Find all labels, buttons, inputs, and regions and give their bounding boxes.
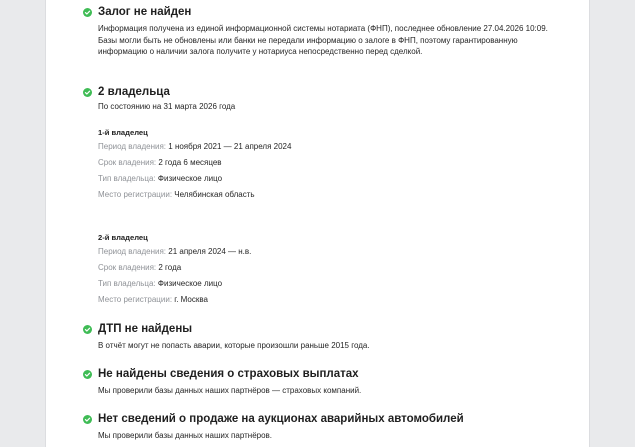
owners-subtitle: По состоянию на 31 марта 2026 года: [98, 102, 236, 111]
owner-term-row: [98, 260, 538, 276]
term-label: Срок владения:: [98, 158, 157, 167]
check-circle-icon: [83, 88, 92, 97]
check-circle-icon: [83, 370, 92, 379]
pledge-description: Информация получена из единой информационной системы нотариата (ФНП), последнее обновление 27.04.2026 10:09. Базы могли быть не обновлены или банки не передали информацию о залоге в ФНП, поэтому гарантированную информацию о наличии залога получите у нотариуса непосредственно перед сделкой.: [98, 24, 548, 57]
auctions-section: [83, 411, 553, 442]
check-circle-icon: [83, 325, 92, 334]
accidents-title: ДТП не найдены: [98, 323, 193, 335]
place-label: Место регистрации:: [98, 295, 173, 304]
owners-title: 2 владельца: [98, 86, 170, 98]
check-circle-icon: [83, 415, 92, 424]
owner-block-1: [98, 128, 538, 203]
insurance-section: [83, 366, 553, 397]
auctions-description: Мы проверили базы данных наших партнёров.: [98, 431, 273, 440]
period-label: Период владения:: [98, 247, 167, 256]
pledge-title: Залог не найден: [98, 6, 192, 18]
report-card: [45, 0, 590, 447]
term-value: 2 года: [158, 263, 182, 272]
type-label: Тип владельца:: [98, 174, 156, 183]
insurance-description: Мы проверили базы данных наших партнёров — страховых компаний.: [98, 386, 362, 395]
owner-title: 2-й владелец: [98, 233, 148, 242]
accidents-section: [83, 321, 553, 352]
check-circle-icon: [83, 8, 92, 17]
pledge-section: [83, 4, 553, 58]
accidents-description: В отчёт могут не попасть аварии, которые произошли раньше 2015 года.: [98, 341, 370, 350]
owner-place-row: [98, 292, 538, 308]
owner-block-2: [98, 233, 538, 308]
term-label: Срок владения:: [98, 263, 157, 272]
owner-title: 1-й владелец: [98, 128, 148, 137]
place-value: г. Москва: [174, 295, 208, 304]
owner-period-row: [98, 244, 538, 260]
owner-type-row: [98, 276, 538, 292]
owners-section: [83, 84, 553, 113]
place-label: Место регистрации:: [98, 190, 173, 199]
owner-type-row: [98, 171, 538, 187]
insurance-title: Не найдены сведения о страховых выплатах: [98, 368, 359, 380]
period-value: 21 апреля 2024 — н.в.: [168, 247, 252, 256]
term-value: 2 года 6 месяцев: [158, 158, 222, 167]
owner-term-row: [98, 155, 538, 171]
type-label: Тип владельца:: [98, 279, 156, 288]
type-value: Физическое лицо: [157, 174, 223, 183]
owner-period-row: [98, 139, 538, 155]
place-value: Челябинская область: [174, 190, 255, 199]
period-label: Период владения:: [98, 142, 167, 151]
auctions-title: Нет сведений о продаже на аукционах аварийных автомобилей: [98, 413, 464, 425]
owner-place-row: [98, 187, 538, 203]
period-value: 1 ноября 2021 — 21 апреля 2024: [168, 142, 292, 151]
type-value: Физическое лицо: [157, 279, 223, 288]
